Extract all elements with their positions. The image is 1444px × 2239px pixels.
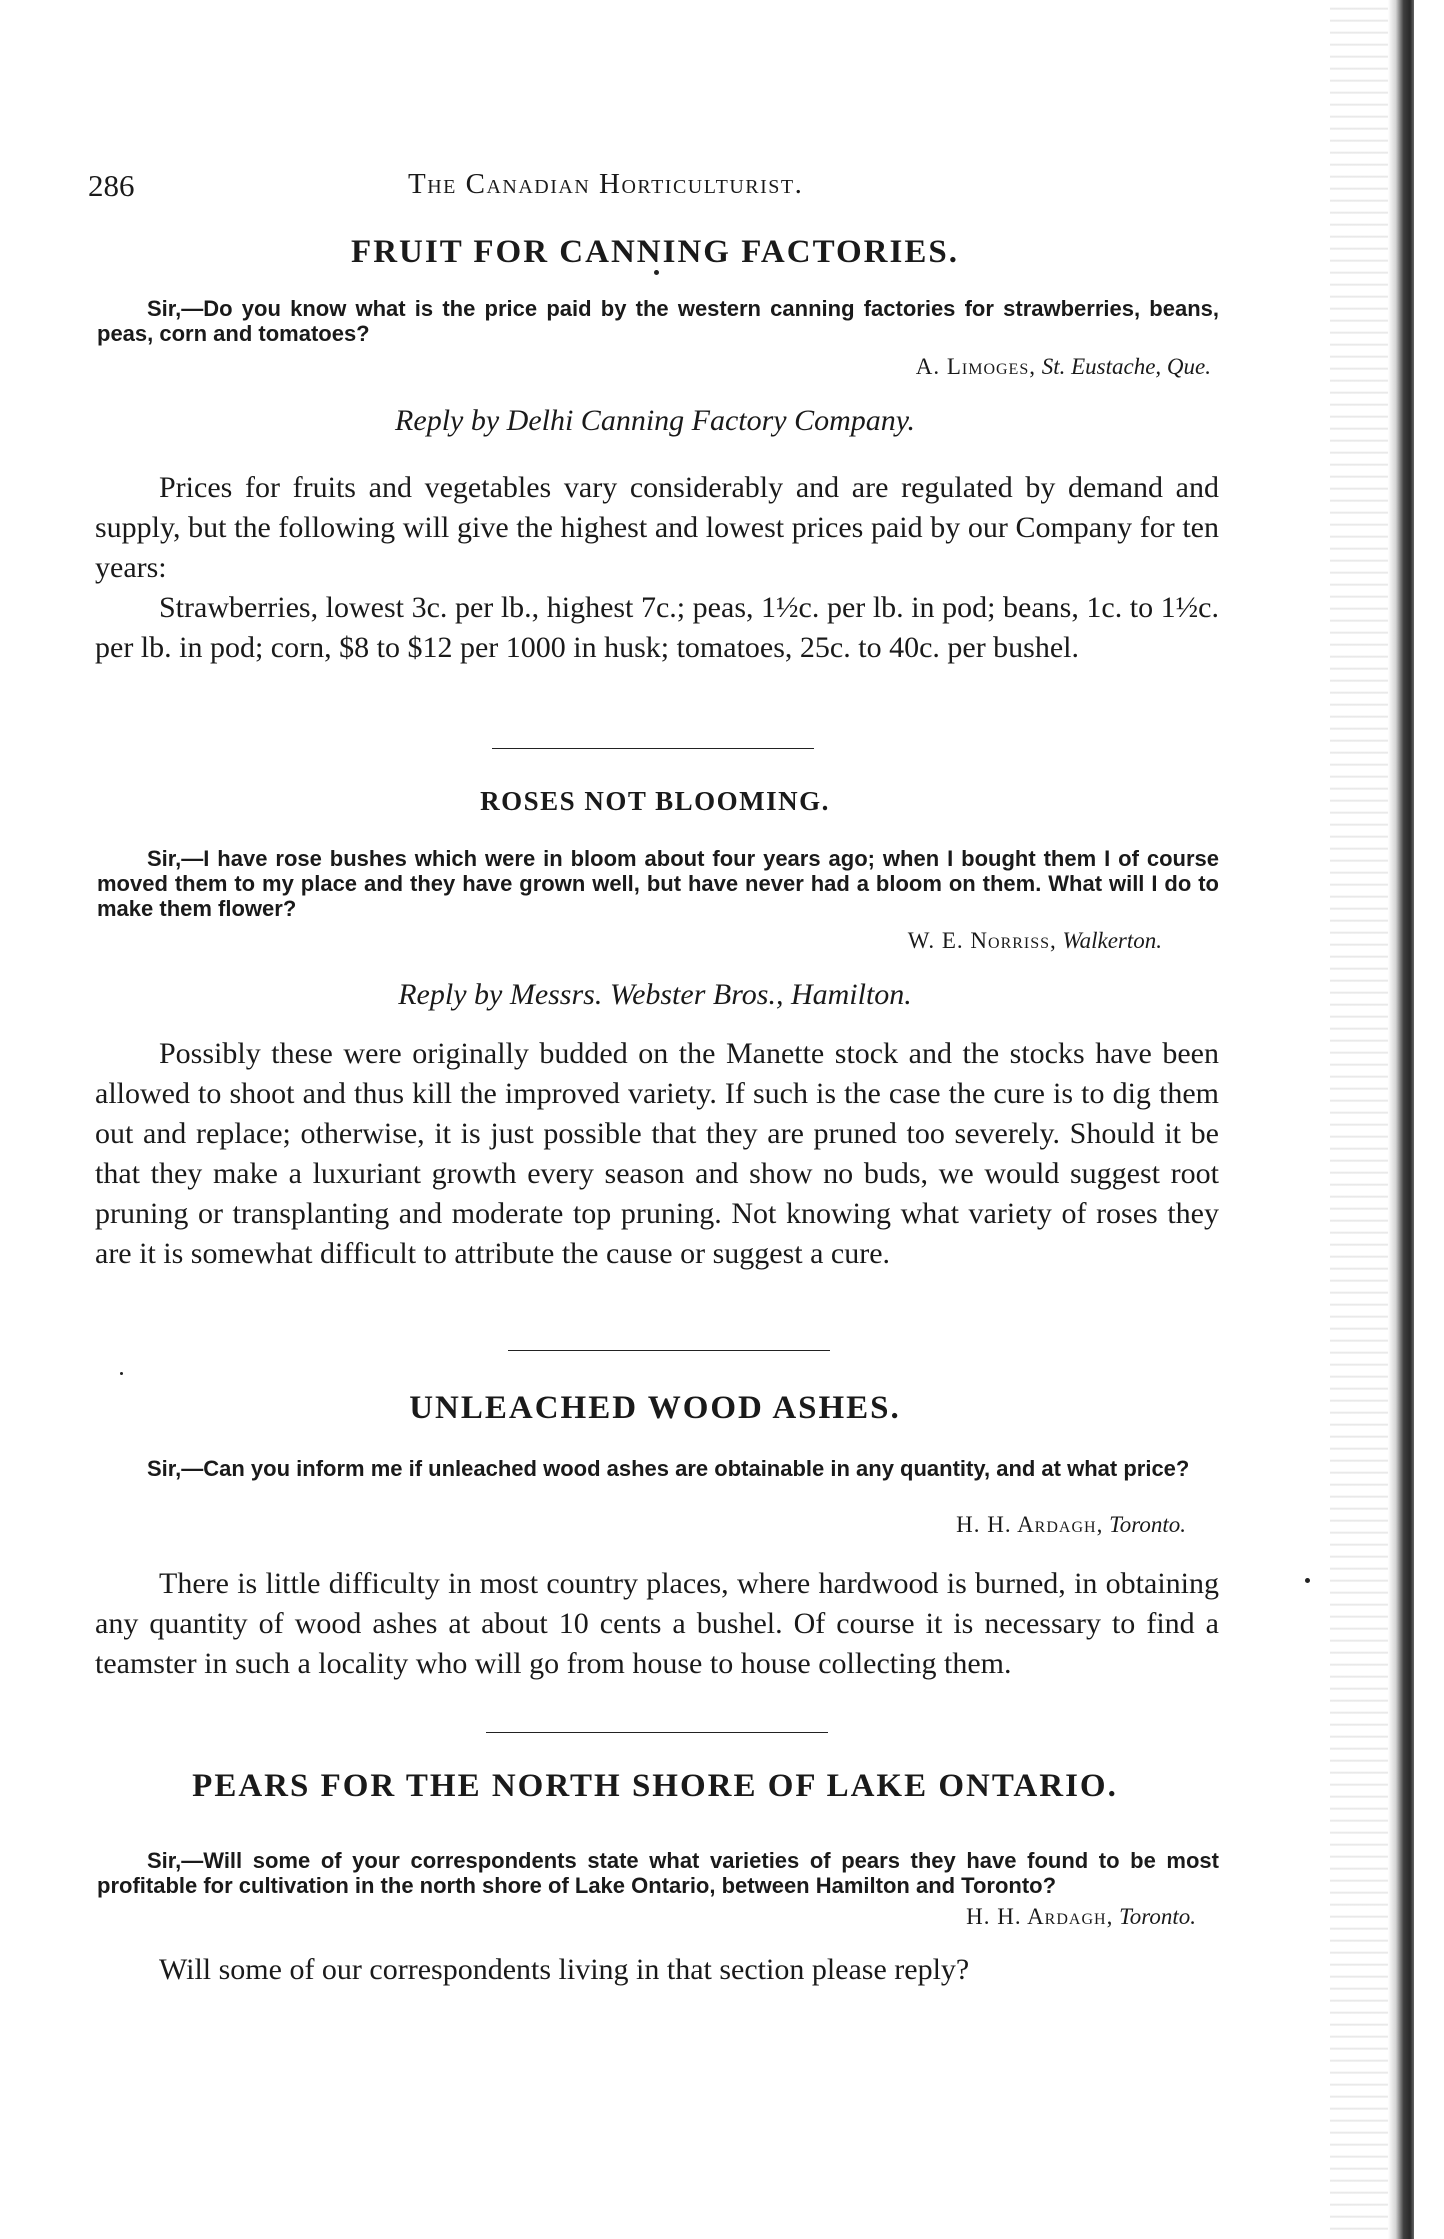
- page-binding-edge: [1388, 0, 1414, 2239]
- letter-ashes: Sir,—Can you inform me if unleached wood ashes are obtainable in any quantity, and at what price?: [147, 1456, 1190, 1481]
- letter-pears: Sir,—Will some of your correspondents state what varieties of pears they have found to be most profitable for cultivation in the north shore of Lake Ontario, between Hamilton and Toronto?: [97, 1848, 1219, 1898]
- letter-roses: Sir,—I have rose bushes which were in bloom about four years ago; when I bought them I of course moved them to my place and they have grown well, but have never had a bloom on them. What will I do to make them flower?: [97, 846, 1219, 921]
- section-heading-roses: ROSES NOT BLOOMING.: [480, 786, 830, 816]
- signature-name: H. H. Ardagh,: [956, 1512, 1104, 1537]
- signature-place: Walkerton.: [1062, 928, 1162, 953]
- signature-place: Toronto.: [1109, 1512, 1186, 1537]
- scan-edge-shadow: [1330, 0, 1388, 2239]
- letter-canning: Sir,—Do you know what is the price paid by the western canning factories for strawberries, beans, peas, corn and tomatoes?: [97, 296, 1219, 346]
- signature-roses: [908, 928, 1162, 954]
- signature-canning: [916, 354, 1211, 380]
- section-heading-pears: PEARS FOR THE NORTH SHORE OF LAKE ONTARIO.: [192, 1768, 1118, 1804]
- journal-title: The Canadian Horticulturist.: [408, 168, 804, 200]
- signature-place: Toronto.: [1119, 1904, 1196, 1929]
- paragraph: Prices for fruits and vegetables vary considerably and are regulated by demand and supply, but the following will give the highest and lowest prices paid by our Company for ten years:: [95, 471, 1219, 584]
- paragraph: Will some of our correspondents living in that section please reply?: [159, 1953, 970, 1986]
- section-heading-ashes: UNLEACHED WOOD ASHES.: [409, 1390, 901, 1426]
- signature-name: A. Limoges,: [915, 354, 1036, 379]
- section-divider: [486, 1732, 828, 1733]
- ink-speck: [654, 270, 659, 275]
- paragraph: Strawberries, lowest 3c. per lb., highest 7c.; peas, 1½c. per lb. in pod; beans, 1c. to 1½c. per lb. in pod; corn, $8 to $12 per 1000 in husk; tomatoes, 25c. to 40c. per bushel.: [95, 591, 1219, 664]
- answer-canning: [95, 468, 1219, 668]
- signature-name: H. H. Ardagh,: [966, 1904, 1114, 1929]
- signature-ashes: [956, 1512, 1186, 1538]
- section-divider: [492, 748, 814, 749]
- section-divider: [508, 1350, 830, 1351]
- answer-ashes: [95, 1564, 1219, 1684]
- section-heading-canning: FRUIT FOR CANNING FACTORIES.: [351, 234, 959, 270]
- ink-speck: [120, 1372, 123, 1375]
- reply-attribution-roses: Reply by Messrs. Webster Bros., Hamilton.: [398, 978, 912, 1011]
- signature-place: St. Eustache, Que.: [1041, 354, 1211, 379]
- ink-speck: [1305, 1578, 1310, 1583]
- running-head: [88, 168, 1238, 208]
- answer-pears: [95, 1950, 1219, 1990]
- answer-roses: [95, 1034, 1219, 1274]
- paragraph: There is little difficulty in most country places, where hardwood is burned, in obtaining any quantity of wood ashes at about 10 cents a bushel. Of course it is necessary to find a teamster in such a locality who will go from house to house collecting them.: [95, 1567, 1219, 1680]
- page-number: 286: [88, 168, 135, 203]
- signature-pears: [966, 1904, 1196, 1930]
- reply-attribution-canning: Reply by Delhi Canning Factory Company.: [395, 404, 915, 437]
- paragraph: Possibly these were originally budded on the Manette stock and the stocks have been allowed to shoot and thus kill the improved variety. If such is the case the cure is to dig them out and replace; otherwise, it is just possible that they are pruned too severely. Should it be that they make a luxuriant growth every season and show no buds, we would suggest root pruning or transplanting and moderate top pruning. Not knowing what variety of roses they are it is somewhat difficult to attribute the cause or suggest a cure.: [95, 1037, 1219, 1270]
- signature-name: W. E. Norriss,: [907, 928, 1057, 953]
